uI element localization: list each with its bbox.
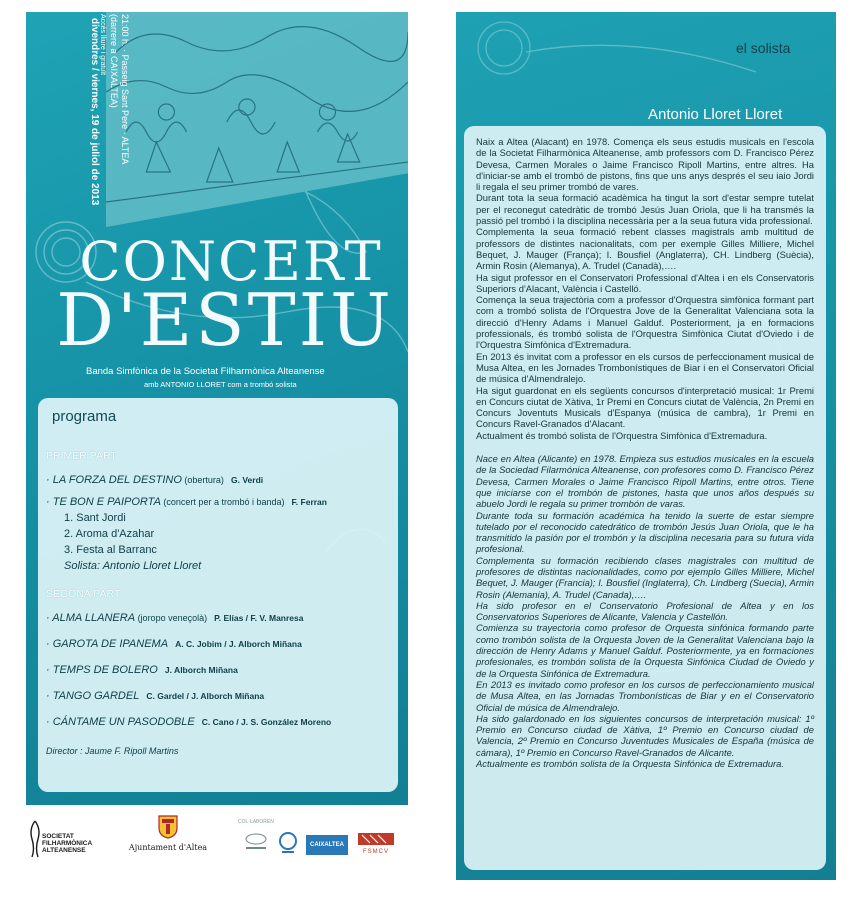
bio-paragraph: Ha sido galardonado en los siguientes concursos de interpretación musical: 1º Premio en Concurso ciudad de Xàtiva, 1º Premio en Concurso ciudad de Valencia, 2º Premio en Concurso Juventudes Musicales de España (música de cámara), 1º Premio en Concurso Ravel-Granados de Alicante. — [476, 712, 814, 758]
right-panel — [456, 12, 836, 880]
program-piece — [46, 496, 398, 508]
program-piece — [46, 690, 398, 702]
piece-title: · TANGO GARDEL — [46, 690, 140, 702]
piece-note: (obertura) — [181, 475, 224, 485]
sfa-logo-text: SOCIETAT FILHARMÒNICA ALTEANENSE — [42, 833, 92, 854]
piece-composer: C. Cano / J. S. González Moreno — [201, 717, 332, 727]
biography-spanish — [476, 453, 814, 769]
program-piece — [46, 638, 398, 650]
event-venue: 21:00 h. · Passeig Sant Pere · ALTEA — [120, 14, 130, 165]
piece-composer: F. Ferran — [291, 497, 327, 507]
band-subtitle: Banda Simfònica de la Societat Filharmònica Alteanense — [86, 366, 325, 377]
piece-title: · ALMA LLANERA — [46, 612, 136, 624]
program-piece — [46, 716, 398, 728]
movement: 3. Festa al Barranc — [64, 544, 157, 556]
piece-title: · TEMPS DE BOLERO — [46, 664, 158, 676]
bio-paragraph: Naix a Altea (Alacant) en 1978. Comença els seus estudis musicals en l'escola de la Societat Filharmònica Alteanense, amb professors com D. Francisco Pérez Devesa, Carmen Morales o Jaime Francisco Ripoll Martins, entre altres. Ha d'iniciar-se amb el trombó de pistons, fins que uns anys després el seu iaio Jordi li regala el seu primer trombó de vares. — [476, 136, 814, 193]
bio-paragraph: Actualment és trombó solista de l'Orquestra Simfònica d'Extremadura. — [476, 429, 768, 441]
piece-note: (joropo veneçolà) — [135, 613, 208, 623]
bio-paragraph: Complementa la seua formació rebent classes magistrals amb multitud de professors de distintes nacionalitats, com per exemple Gilles Milliere, Michel Bequet, J. Mauger (França); I. Bousfiel (Anglaterra), CH. Lindberg (Suècia), Armin Rosin (Alemanya), A. Trudel (Canadà),…. — [476, 226, 814, 272]
fsmcv-logo-text: FSMCV — [363, 849, 389, 855]
piece-title: · CÁNTAME UN PASODOBLE — [46, 716, 195, 728]
caixaltea-logo: CAIXALTEA — [306, 835, 348, 855]
bio-paragraph: Ha sido profesor en el Conservatorio Profesional de Altea y en los Conservatorios Superiores de Alicante, Valencia y Castellón. — [476, 599, 814, 623]
soloist-name: Antonio Lloret Lloret — [648, 106, 783, 123]
piece-composer: J. Alborch Miñana — [164, 665, 238, 675]
bio-paragraph: En 2013 és invitat com a professor en els cursos de perfeccionament musical de Musa Altea, en les Jornades Trombonístiques de Biar i en el Conservatori Oficial de música d'Almendralejo. — [476, 350, 814, 385]
sfa-logo — [28, 819, 108, 863]
piece-title: · LA FORZA DEL DESTINO — [46, 474, 182, 486]
bio-paragraph: Durant tota la seua formació acadèmica ha tingut la sort d'estar sempre tutelat per el reconegut catedràtic de trombó Jesús Juan Oriola, que li ha transmés la passió pel trombó i la disciplina necessària per a la seua futura vida professional. — [476, 192, 814, 227]
biography-box — [464, 126, 826, 870]
collab-label: COL·LABOREN — [238, 819, 274, 825]
sponsor-logos — [28, 815, 408, 865]
piece-note: (concert per a trombó i banda) — [160, 497, 285, 507]
program-piece — [46, 474, 398, 486]
piece-title: · TE BON E PAIPORTA — [46, 496, 161, 508]
piece-title: · GAROTA DE IPANEMA — [46, 638, 169, 650]
soloist-line: Solista: Antonio Lloret Lloret — [64, 560, 202, 572]
bio-paragraph: Actualmente es trombón solista de la Orquesta Sinfónica de Extremadura. — [476, 758, 784, 770]
event-location-note: (darrere a CAIXALTEA) — [109, 14, 119, 108]
part-1-heading: PRIMER PART — [46, 450, 117, 462]
bio-paragraph: Nace en Altea (Alicante) en 1978. Empieza sus estudios musicales en la escuela de la Sociedad Filarmónica Alteanense, con profesores como D. Francisco Pérez Devesa, Carmen Morales o Jaime Francisco Ripoll Martins, entre otros. Tiene que iniciarse con el trombón de pistones, hasta que unos años después su abuelo Jordi le regala su primer trombón de varas. — [476, 453, 814, 510]
movement: 2. Aroma d'Azahar — [64, 528, 155, 540]
program-box — [38, 398, 398, 792]
biography-catalan — [476, 136, 814, 441]
program-heading: programa — [52, 408, 117, 425]
bio-paragraph: Comienza su trayectoria como profesor de Orquesta sinfónica formando parte como trombón solista de la Orquesta Joven de la Generalitat Valenciana bajo la dirección de Henry Adams y Manuel Galduf. Posteriormente, ya en formaciones profesionales, es trombón solista de la Orquesta Sinfónica Ciudad de Oviedo y de la Orquesta Sinfónica de Extremadura. — [476, 622, 814, 679]
bio-paragraph: Ha sigut professor en el Conservatori Professional d'Altea i en els Conservatoris Superiors d'Alacant, València i Castelló. — [476, 271, 814, 294]
sponsor-1-logo — [242, 831, 270, 855]
fsmcv-logo — [354, 831, 398, 855]
bio-paragraph: En 2013 es invitado como profesor en los cursos de perfeccionamiento musical de Musa Altea, en las Jornadas Trombonísticas de Biar y en el Conservatorio Oficial de música de Almendralejo. — [476, 678, 814, 713]
event-details — [70, 14, 130, 244]
soloist-subtitle: amb ANTONIO LLORET com a trombó solista — [144, 380, 297, 389]
movement: 1. Sant Jordi — [64, 512, 126, 524]
band-photo — [106, 12, 408, 227]
fsmcv-emblem-icon — [354, 831, 398, 847]
shield-icon — [158, 815, 178, 839]
piece-composer: A. C. Jobim / J. Alborch Miñana — [175, 639, 302, 649]
sponsor-2-logo — [278, 831, 298, 855]
piece-composer: C. Gardel / J. Alborch Miñana — [146, 691, 265, 701]
piece-composer: G. Verdi — [231, 475, 264, 485]
title-concert: CONCERT — [79, 230, 383, 293]
director-line: Director : Jaume F. Ripoll Martins — [46, 746, 179, 756]
lyre-icon — [28, 819, 42, 859]
bio-paragraph: Complementa su formación recibiendo clases magistrales con multitud de profesores de distintas nacionalidades, como por ejemplo Gilles Milliere, Michel Bequet, J. Mauger (Francia); I. Bousfiel (Inglaterra), Ch. Lindberg (Suecia), Armin Rosin (Alemania), A. Trudel (Canada),…. — [476, 554, 814, 600]
bio-paragraph: Durante toda su formación académica ha tenido la suerte de estar siempre tutelado por el reconocido catedrático de trombón Jesús Juan Oriola, que le ha transmitido la pasión por el trombón y la disciplina necesaria para su futura vida profesional. — [476, 509, 814, 555]
event-free-entry: Accés lliure i gratuït — [99, 14, 106, 76]
bio-paragraph: Comença la seua trajectòria com a professor d'Orquestra simfònica formant part com a trombó solista de l'Orquestra Jove de la Generalitat Valenciana sota la direcció d'Henry Adams i Manuel Galduf. Posteriorment, ja en formacions professionals, és trombó solista de l'Orquestra Simfònica Ciutat d'Oviedo i de l'Orquestra Simfònica d'Extremadura. — [476, 294, 814, 351]
program-piece — [46, 664, 398, 676]
program-piece — [46, 612, 398, 624]
piece-composer: P. Elías / F. V. Manresa — [214, 613, 304, 623]
ajuntament-logo-text: Ajuntament d'Altea — [128, 843, 208, 852]
part-2-heading: SEGONA PART — [46, 588, 121, 600]
section-tab: el solista — [736, 40, 791, 56]
title-destiu: D'ESTIU — [56, 278, 394, 362]
event-date: divendres / viernes, 19 de juliol de 2013 — [89, 18, 100, 206]
bio-paragraph: Ha sigut guardonat en els següents concursos d'interpretació musical: 1r Premi en Concurs ciutat de Xàtiva, 1r Premi en Concurs ciutat de València, 2n Premi en Concurs Joventuts Musicals d'Espanya (música de cambra), 1r Premi en Concurs Ravel-Granados d'Alacant. — [476, 384, 814, 430]
ajuntament-logo — [128, 815, 208, 859]
